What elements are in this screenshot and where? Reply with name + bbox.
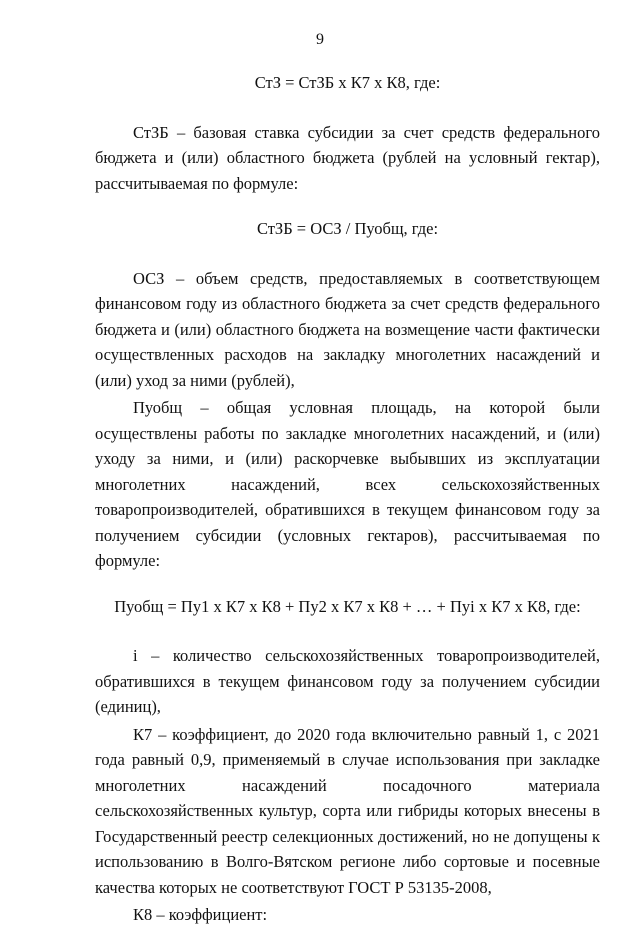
- paragraph-k8-definition: К8 – коэффициент:: [133, 905, 268, 924]
- paragraph-puobsch-definition: Пуобщ – общая условная площадь, на которой были осуществлены работы по закладке многолетних насаждений, и (или) уходу за ними, и (или) раскорчевке выбывших из эксплуатации многолетних насаждений, всех сельскохозяйственных товаропроизводителей, обратившихся в текущем финансовом году за получением субсидии (условных гектаров), рассчитываемая по формуле:: [95, 398, 600, 570]
- page-number: 9: [316, 31, 324, 48]
- formula-stz: СтЗ = СтЗБ х К7 х К8, где:: [254, 73, 441, 92]
- paragraph-i-definition: i – количество сельскохозяйственных товаропроизводителей, обратившихся в текущем финансовом году за получением субсидии (единиц),: [95, 646, 600, 716]
- paragraph-osz-definition: ОСЗ – объем средств, предоставляемых в соответствующем финансовом году из областного бюджета за счет средств федерального бюджета и (или) областного бюджета на возмещение части фактически осуществленных расходов на закладку многолетних насаждений и (или) уход за ними (рублей),: [95, 268, 600, 390]
- formula-puobsch: Пуобщ = Пу1 х К7 х К8 + Пу2 х К7 х К8 + … + Пуi х К7 х К8, где:: [114, 596, 581, 616]
- document-body: [95, 70, 600, 924]
- paragraph-stzb-definition: СтЗБ – базовая ставка субсидии за счет средств федерального бюджета и (или) областного бюджета (рублей на условный гектар), рассчитываемая по формуле:: [95, 122, 600, 193]
- formula-stzb: СтЗБ = ОСЗ / Пуобщ, где:: [256, 219, 439, 238]
- paragraph-k7-definition: К7 – коэффициент, до 2020 года включительно равный 1, с 2021 года равный 0,9, применяемый в случае использования при закладке многолетних насаждений посадочного материала сельскохозяйственных культур, сорта или гибриды которых внесены в Государственный реестр селекционных достижений, но не допущены к использованию в Волго-Вятском регионе либо сортовые и посевные качества которых не соответствуют ГОСТ Р 53135-2008,: [95, 724, 600, 897]
